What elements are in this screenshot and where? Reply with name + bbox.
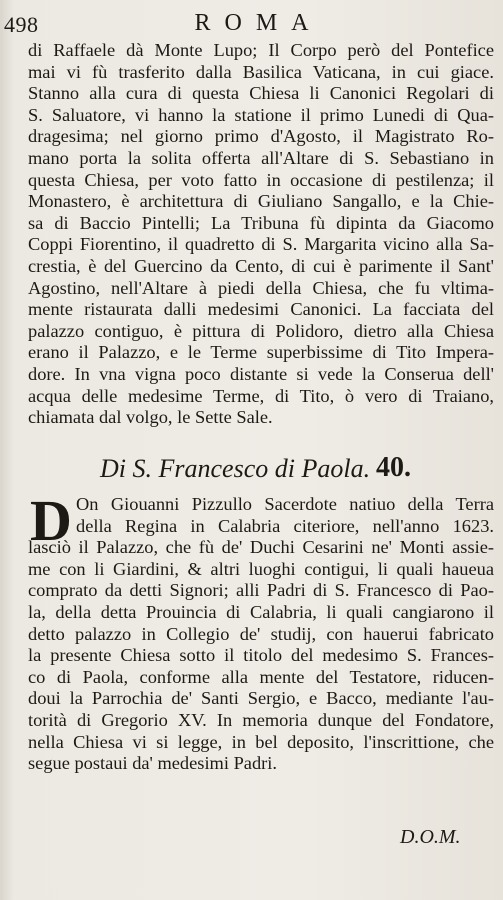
text-line: chiamata dal volgo, le Sette Sale. <box>28 407 273 428</box>
text-line: la presente Chiesa sotto il titolo del medesimo S. Frances- <box>28 645 494 666</box>
text-line: acqua delle medesime Terme, di Tito, ò vero di Traiano, <box>28 385 494 406</box>
text-line: la, della detta Prouincia di Calabria, li quali cangiarono il <box>28 601 494 622</box>
text-line: mai vi fù trasferito dalla Basilica Vaticana, in cui giace. <box>28 61 494 82</box>
text-line: On Giouanni Pizzullo Sacerdote natiuo della Terra <box>76 494 494 514</box>
text-line: mente ristaurata dalli medesimi Canonici. La facciata del <box>28 299 494 320</box>
text-line: erano il Palazzo, e le Terme superbissime di Tito Impera- <box>28 342 494 363</box>
text-line: Agostino, nell'Altare à piedi della Chiesa, che fu vltima- <box>28 277 494 298</box>
chapter-title: Di S. Francesco di Paola. <box>100 454 371 483</box>
text-line: dore. In vna vigna poco distante si vede la Conserua dell' <box>28 363 494 384</box>
text-line: di Raffaele dà Monte Lupo; Il Corpo però del Pontefice <box>28 40 494 60</box>
text-line: dragesima; nel giorno primo d'Agosto, il Magistrato Ro- <box>28 126 494 147</box>
chapter-heading <box>28 454 494 488</box>
text-line: mano porta la solita offerta all'Altare di S. Sebastiano in <box>28 147 494 168</box>
text-line: segue postaui da' medesimi Padri. <box>28 753 277 774</box>
text-line: lasciò il Palazzo, che fù de' Duchi Cesarini ne' Monti assie- <box>28 537 494 558</box>
text-line: me con li Giardini, & altri luoghi contigui, li quali haueua <box>28 558 494 579</box>
drop-cap-initial: D <box>30 488 72 553</box>
text-line: S. Saluatore, vi hanno la statione il primo Lunedi di Qua- <box>28 104 494 125</box>
chapter-paragraph <box>28 488 494 775</box>
page-number: 498 <box>4 12 39 37</box>
text-line: crestia, è del Guercino da Cento, di cui è parimente il Sant' <box>28 255 494 276</box>
text-line: sa di Baccio Pintelli; La Tribuna fù dipinta da Giacomo <box>28 212 494 233</box>
text-line: Stanno alla cura di questa Chiesa li Canonici Regolari di <box>28 83 494 104</box>
running-head: ROMA <box>194 10 323 36</box>
text-line: torità di Gregorio XV. In memoria dunque del Fondatore, <box>28 709 494 730</box>
text-line: comprato da detti Signori; alli Padri di S. Francesco di Pao- <box>28 580 494 601</box>
show-through-texture <box>100 786 460 826</box>
page-header <box>0 8 503 38</box>
text-line: questa Chiesa, per voto fatto in occasione di pestilenza; il <box>28 169 494 190</box>
paragraph-continuation <box>28 40 494 429</box>
text-line: co di Paola, conforme alla mente del Testatore, riducen- <box>28 666 494 687</box>
text-line: nella Chiesa vi si legge, in bel deposito, l'inscrittione, che <box>28 731 494 752</box>
dom-inscription-heading: D.O.M. <box>400 826 461 848</box>
chapter-number: 40. <box>376 452 411 483</box>
text-line: detto palazzo in Collegio de' studij, con hauerui fabricato <box>28 623 494 644</box>
text-line: Monastero, è architettura di Giuliano Sangallo, e la Chie- <box>28 191 494 212</box>
text-line: della Regina in Calabria citeriore, nell'anno 1623. <box>76 515 494 536</box>
text-line: doui la Parrochia de' Santi Sergio, e Bacco, mediante l'au- <box>28 688 494 709</box>
text-line: palazzo contiguo, è pittura di Polidoro, dietro alla Chiesa <box>28 320 494 341</box>
text-line: Coppi Fiorentino, il quadretto di S. Margarita vicino alla Sa- <box>28 234 494 255</box>
